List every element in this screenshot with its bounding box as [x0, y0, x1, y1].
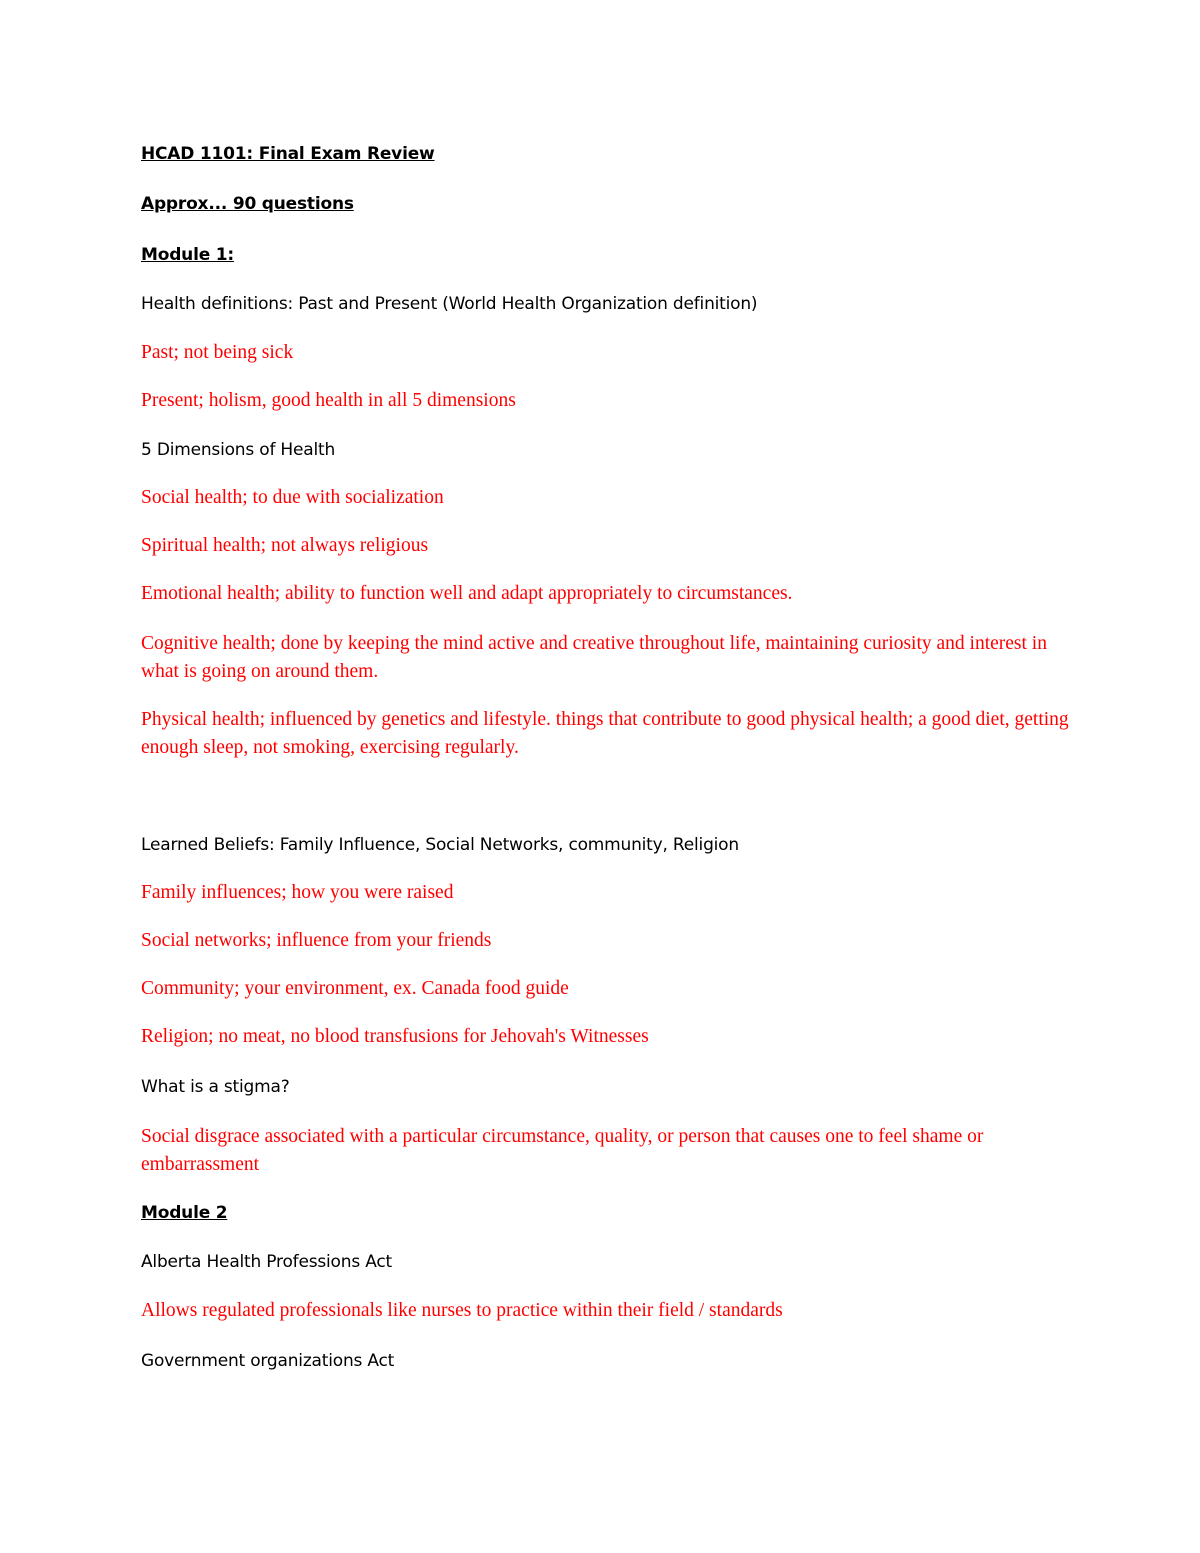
answer-family-influences: Family influences; how you were raised — [141, 882, 454, 903]
module1-heading: Module 1: — [141, 245, 234, 265]
answer-health-professions-act: Allows regulated professionals like nurses to practice within their field / standards — [141, 1300, 783, 1321]
answer-cognitive-health: Cognitive health; done by keeping the mind active and creative throughout life, maintaining curiosity and interest in what is going on around them. — [141, 633, 1047, 682]
question-count: Approx... 90 questions — [141, 194, 354, 214]
answer-social-networks: Social networks; influence from your friends — [141, 930, 492, 951]
document-title: HCAD 1101: Final Exam Review — [141, 144, 435, 164]
answer-emotional-health: Emotional health; ability to function well and adapt appropriately to circumstances. — [141, 583, 793, 604]
answer-past: Past; not being sick — [141, 342, 294, 363]
answer-spiritual-health: Spiritual health; not always religious — [141, 535, 429, 556]
answer-present: Present; holism, good health in all 5 dimensions — [141, 390, 516, 411]
dimensions-heading: 5 Dimensions of Health — [141, 440, 336, 460]
health-definitions-prompt: Health definitions: Past and Present (World Health Organization definition) — [141, 294, 758, 314]
answer-physical-health: Physical health; influenced by genetics and lifestyle. things that contribute to good physical health; a good diet, getting enough sleep, not smoking, exercising regularly. — [141, 709, 1069, 758]
learned-beliefs-prompt: Learned Beliefs: Family Influence, Social Networks, community, Religion — [141, 835, 739, 855]
stigma-question: What is a stigma? — [141, 1077, 290, 1097]
module2-heading: Module 2 — [141, 1203, 228, 1223]
health-professions-act: Alberta Health Professions Act — [141, 1252, 392, 1272]
answer-stigma: Social disgrace associated with a particular circumstance, quality, or person that causes one to feel shame or embarrassment — [141, 1126, 984, 1175]
answer-community: Community; your environment, ex. Canada food guide — [141, 978, 569, 999]
answer-social-health: Social health; to due with socialization — [141, 487, 444, 508]
answer-religion: Religion; no meat, no blood transfusions for Jehovah's Witnesses — [141, 1026, 649, 1047]
government-organizations-act: Government organizations Act — [141, 1351, 395, 1371]
